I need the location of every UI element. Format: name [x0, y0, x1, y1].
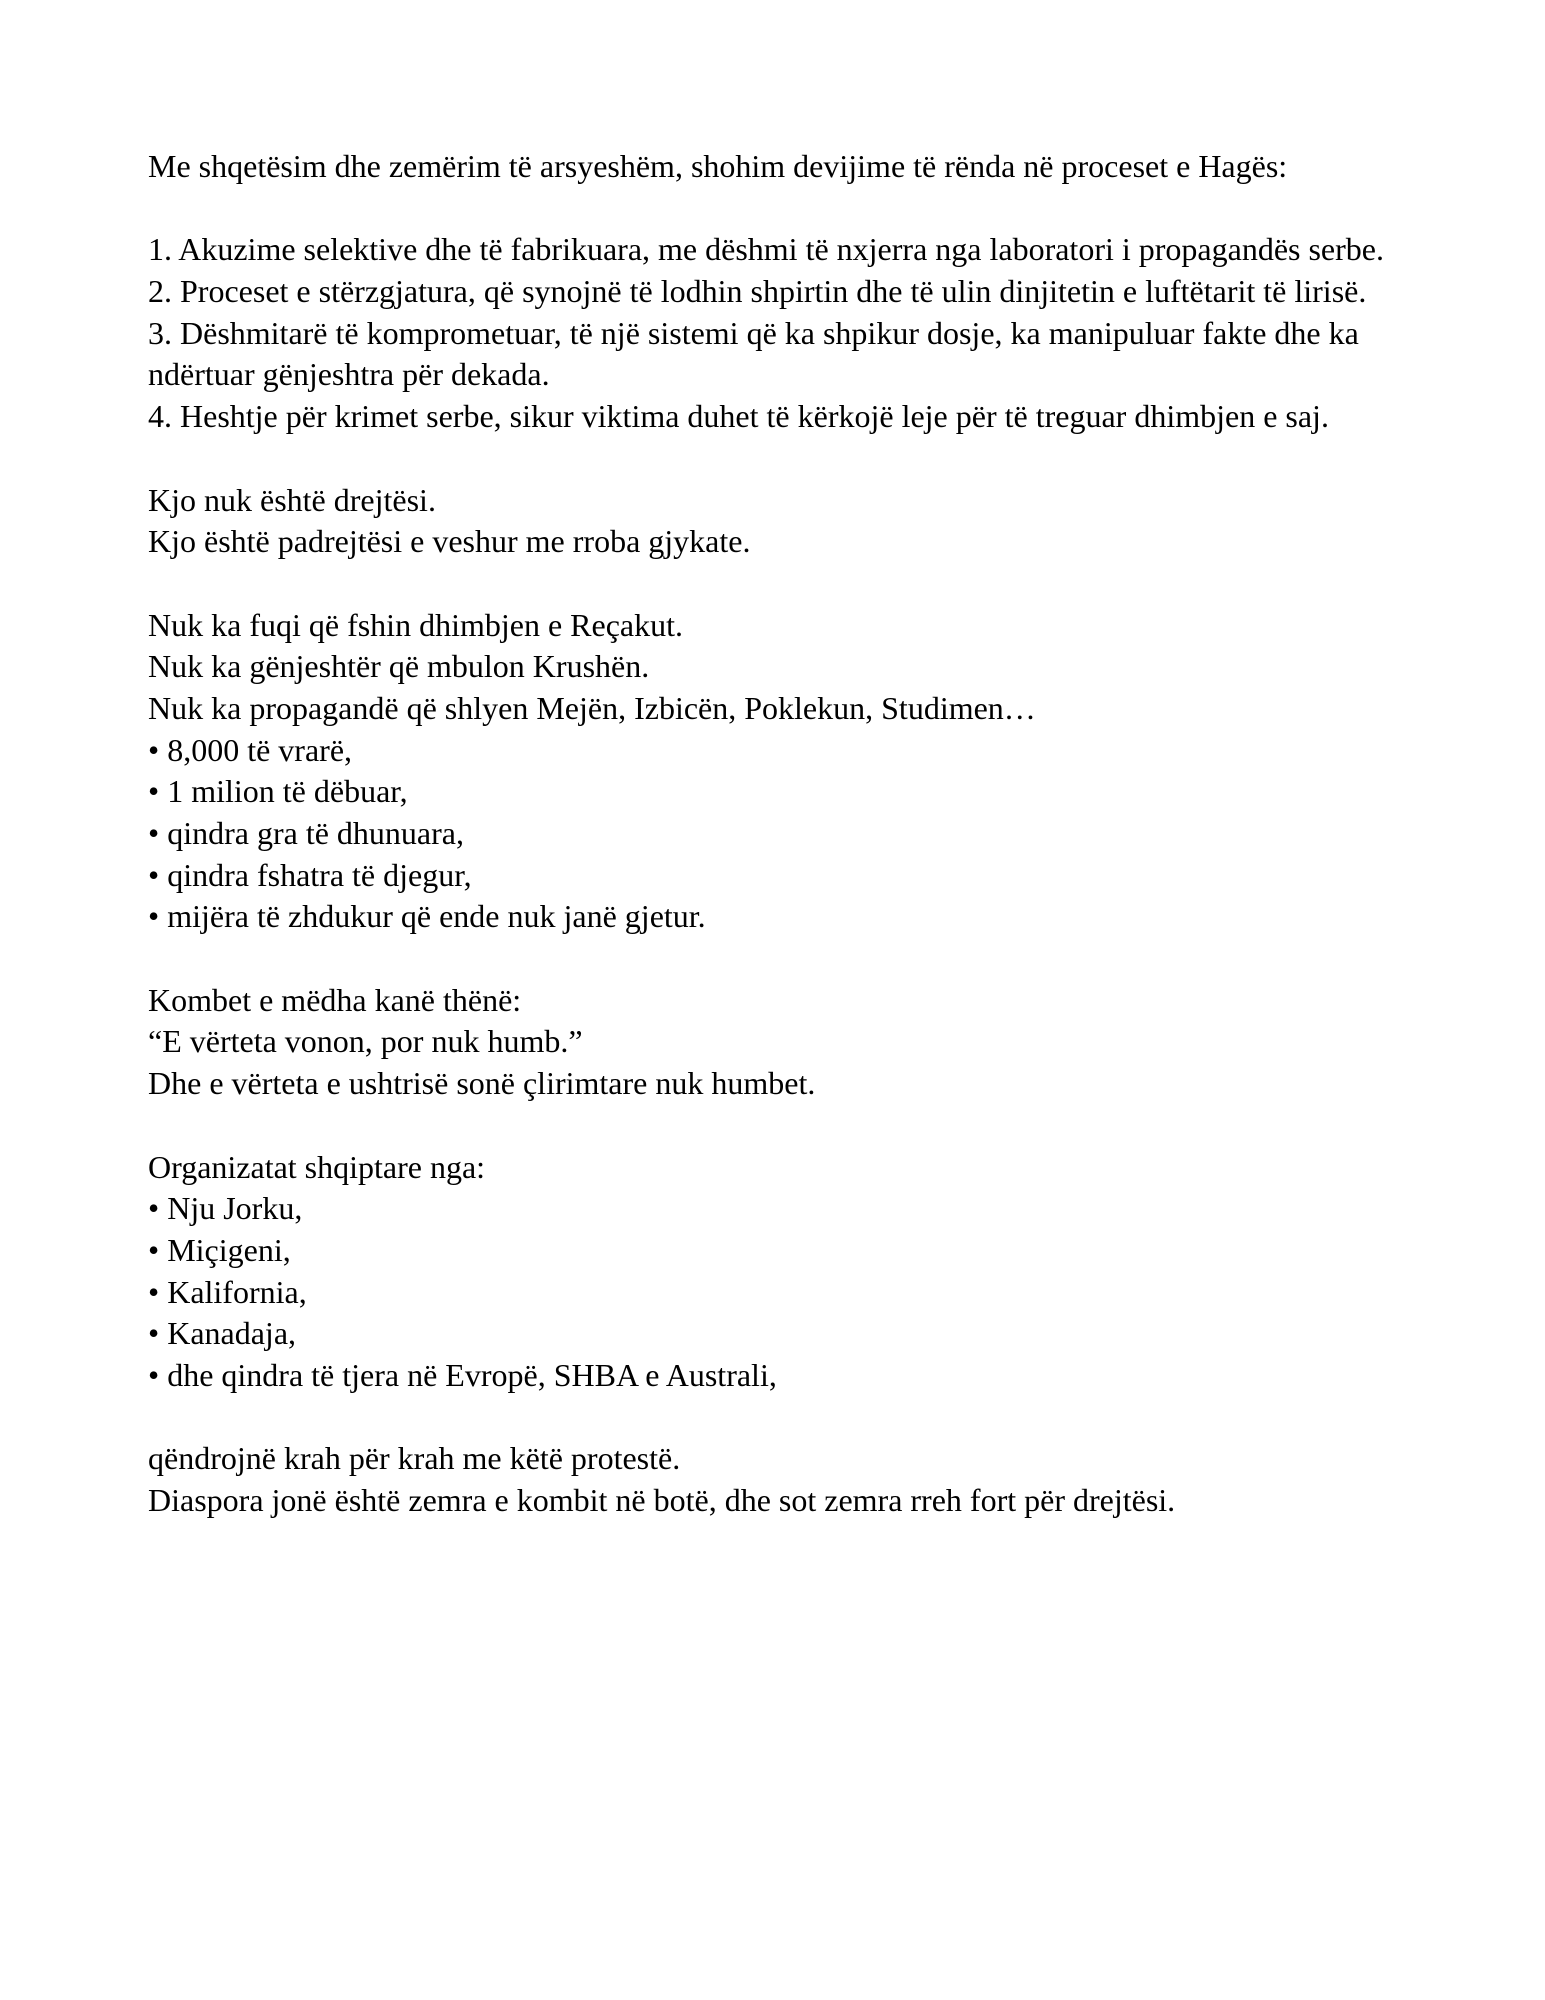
paragraph: [148, 605, 1478, 939]
text-line: Kombet e mëdha kanë thënë:: [148, 981, 522, 1018]
text-line: • qindra gra të dhunuara,: [148, 815, 464, 851]
paragraph: [148, 1438, 1478, 1521]
text-line: 3. Dëshmitarë të komprometuar, të një sistemi që ka shpikur dosje, ka manipuluar fakte dhe ka: [148, 314, 1359, 351]
text-line: Dhe e vërteta e ushtrisë sonë çlirimtare nuk humbet.: [148, 1065, 816, 1102]
paragraph: [148, 146, 1478, 188]
text-line: Nuk ka fuqi që fshin dhimbjen e Reçakut.: [148, 606, 683, 643]
text-line: Kjo nuk është drejtësi.: [148, 481, 436, 518]
text-line: 4. Heshtje për krimet serbe, sikur viktima duhet të kërkojë leje për të treguar dhimbjen e saj.: [148, 398, 1329, 435]
text-line: • dhe qindra të tjera në Evropë, SHBA e Australi,: [148, 1356, 777, 1393]
text-line: “E vërteta vonon, por nuk humb.”: [148, 1023, 583, 1060]
paragraph: [148, 229, 1478, 437]
document-body: [148, 146, 1478, 1563]
text-line: • 8,000 të vrarë,: [148, 731, 353, 768]
text-line: • Kalifornia,: [148, 1273, 307, 1310]
text-line: • 1 milion të dëbuar,: [148, 773, 408, 810]
text-line: 1. Akuzime selektive dhe të fabrikuara, me dëshmi të nxjerra nga laboratori i propagandës serbe.: [148, 231, 1384, 268]
text-line: 2. Proceset e stërzgjatura, që synojnë të lodhin shpirtin dhe të ulin dinjitetin e luftëtarit të lirisë.: [148, 273, 1367, 310]
text-line: • Miçigeni,: [148, 1231, 291, 1268]
paragraph: [148, 980, 1478, 1105]
text-line: • mijëra të zhdukur që ende nuk janë gjetur.: [148, 898, 706, 935]
text-line: Organizatat shqiptare nga:: [148, 1148, 486, 1185]
text-line: Kjo është padrejtësi e veshur me rroba gjykate.: [148, 523, 751, 560]
text-line: Diaspora jonë është zemra e kombit në botë, dhe sot zemra rreh fort për drejtësi.: [148, 1482, 1176, 1518]
paragraph: [148, 1147, 1478, 1397]
text-line: • qindra fshatra të djegur,: [148, 856, 472, 893]
text-line: • Nju Jorku,: [148, 1190, 303, 1227]
text-line: qëndrojnë krah për krah me këtë protestë.: [148, 1440, 681, 1477]
text-line: Nuk ka propagandë që shlyen Mejën, Izbicën, Poklekun, Studimen…: [148, 689, 1036, 726]
text-line: ndërtuar gënjeshtra për dekada.: [148, 356, 550, 393]
text-line: Me shqetësim dhe zemërim të arsyeshëm, shohim devijime të rënda në proceset e Hagës:: [148, 148, 1288, 184]
paragraph: [148, 480, 1478, 563]
text-line: • Kanadaja,: [148, 1315, 297, 1352]
text-line: Nuk ka gënjeshtër që mbulon Krushën.: [148, 648, 650, 685]
